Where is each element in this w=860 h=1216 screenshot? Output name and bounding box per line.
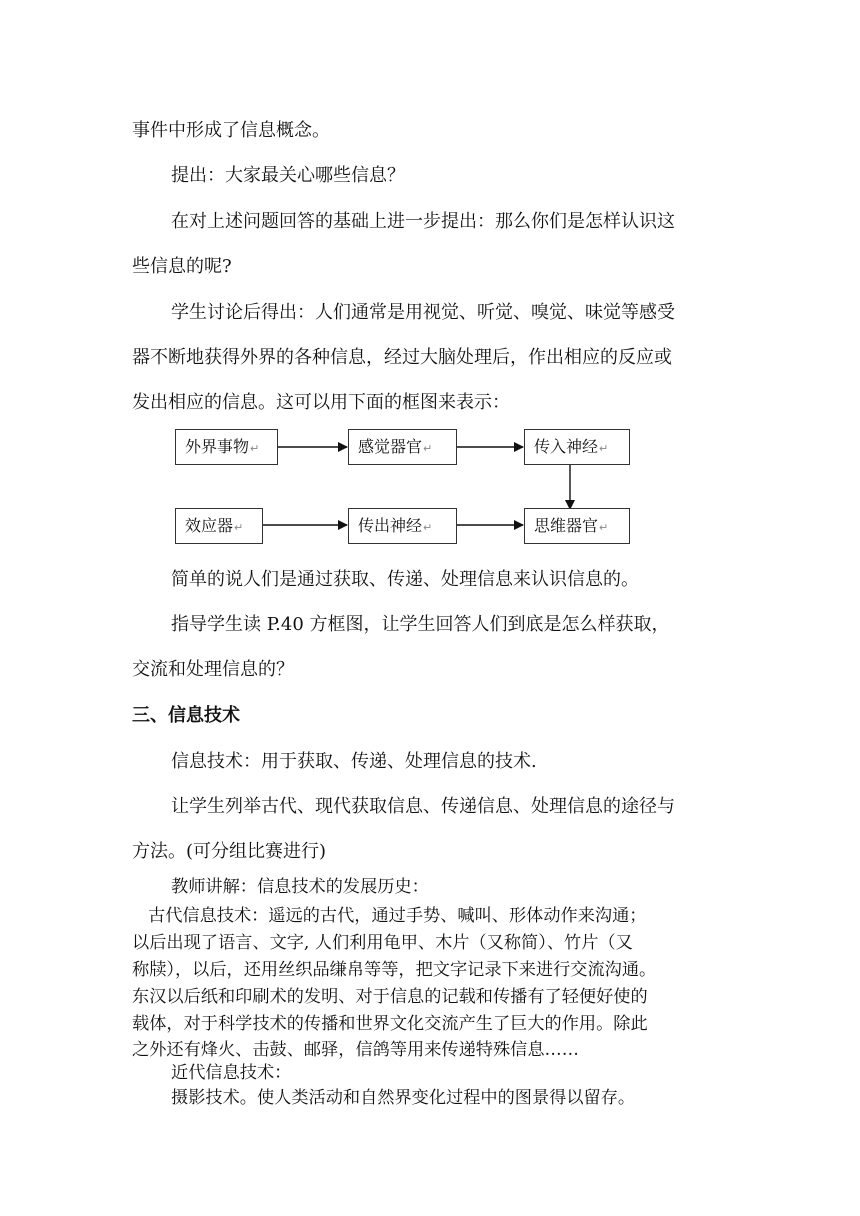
paragraph-line: 学生讨论后得出：人们通常是用视觉、听觉、嗅觉、味觉等感受 — [171, 302, 675, 323]
box-label: 传出神经 — [358, 516, 423, 535]
box-label: 感觉器官 — [358, 437, 423, 456]
paragraph-line: 教师讲解：信息技术的发展历史： — [171, 877, 429, 897]
paragraph-line: 称牍），以后，还用丝织品缣帛等等，把文字记录下来进行交流沟通。 — [132, 960, 657, 980]
flow-diagram — [170, 425, 632, 549]
box-efferent-nerve — [348, 508, 457, 544]
paragraph-line: 古代信息技术：遥远的古代，通过手势、喊叫、形体动作来沟通； — [148, 906, 647, 926]
paragraph-line: 指导学生读 P.40 方框图，让学生回答人们到底是怎么样获取， — [171, 614, 670, 635]
paragraph-line: 提出：大家最关心哪些信息？ — [171, 165, 405, 186]
paragraph-line: 之外还有烽火、击鼓、邮驿，信鸽等用来传递特殊信息…… — [132, 1040, 579, 1060]
box-thinking-organ — [524, 508, 630, 544]
box-label: 传入神经 — [534, 437, 599, 456]
return-mark: ↵ — [423, 521, 433, 534]
paragraph-line: 发出相应的信息。这可以用下面的框图来表示： — [132, 392, 510, 413]
box-label: 效应器 — [185, 516, 234, 535]
box-sense-organ — [348, 429, 457, 465]
box-external-things — [175, 429, 278, 465]
paragraph-line: 器不断地获得外界的各种信息，经过大脑处理后，作出相应的反应或 — [132, 347, 672, 368]
paragraph-line: 近代信息技术： — [171, 1063, 292, 1083]
paragraph-line: 信息技术：用于获取、传递、处理信息的技术. — [171, 751, 537, 772]
return-mark: ↵ — [234, 521, 244, 534]
paragraph-line: 在对上述问题回答的基础上进一步提出：那么你们是怎样认识这 — [171, 211, 675, 232]
paragraph-line: 让学生列举古代、现代获取信息、传递信息、处理信息的途径与 — [171, 796, 675, 817]
paragraph-line: 简单的说人们是通过获取、传递、处理信息来认识信息的。 — [171, 569, 639, 590]
box-afferent-nerve — [524, 429, 630, 465]
paragraph-line: 事件中形成了信息概念。 — [132, 120, 330, 141]
paragraph-line: 方法。(可分组比赛进行) — [132, 841, 327, 862]
return-mark: ↵ — [599, 521, 609, 534]
section-heading: 三、信息技术 — [132, 705, 240, 726]
paragraph-line: 载体，对于科学技术的传播和世界文化交流产生了巨大的作用。除此 — [132, 1014, 648, 1034]
return-mark: ↵ — [423, 442, 433, 455]
paragraph-line: 些信息的呢? — [132, 256, 232, 277]
paragraph-line: 以后出现了语言、文字, 人们利用龟甲、木片（又称简）、竹片（又 — [132, 933, 633, 953]
return-mark: ↵ — [250, 442, 260, 455]
paragraph-line: 交流和处理信息的？ — [132, 659, 294, 680]
box-effector — [175, 508, 263, 544]
return-mark: ↵ — [599, 442, 609, 455]
paragraph-line: 东汉以后纸和印刷术的发明、对于信息的记载和传播有了轻便好使的 — [132, 987, 648, 1007]
box-label: 思维器官 — [534, 516, 599, 535]
box-label: 外界事物 — [185, 437, 250, 456]
paragraph-line: 摄影技术。使人类活动和自然界变化过程中的图景得以留存。 — [171, 1088, 636, 1108]
